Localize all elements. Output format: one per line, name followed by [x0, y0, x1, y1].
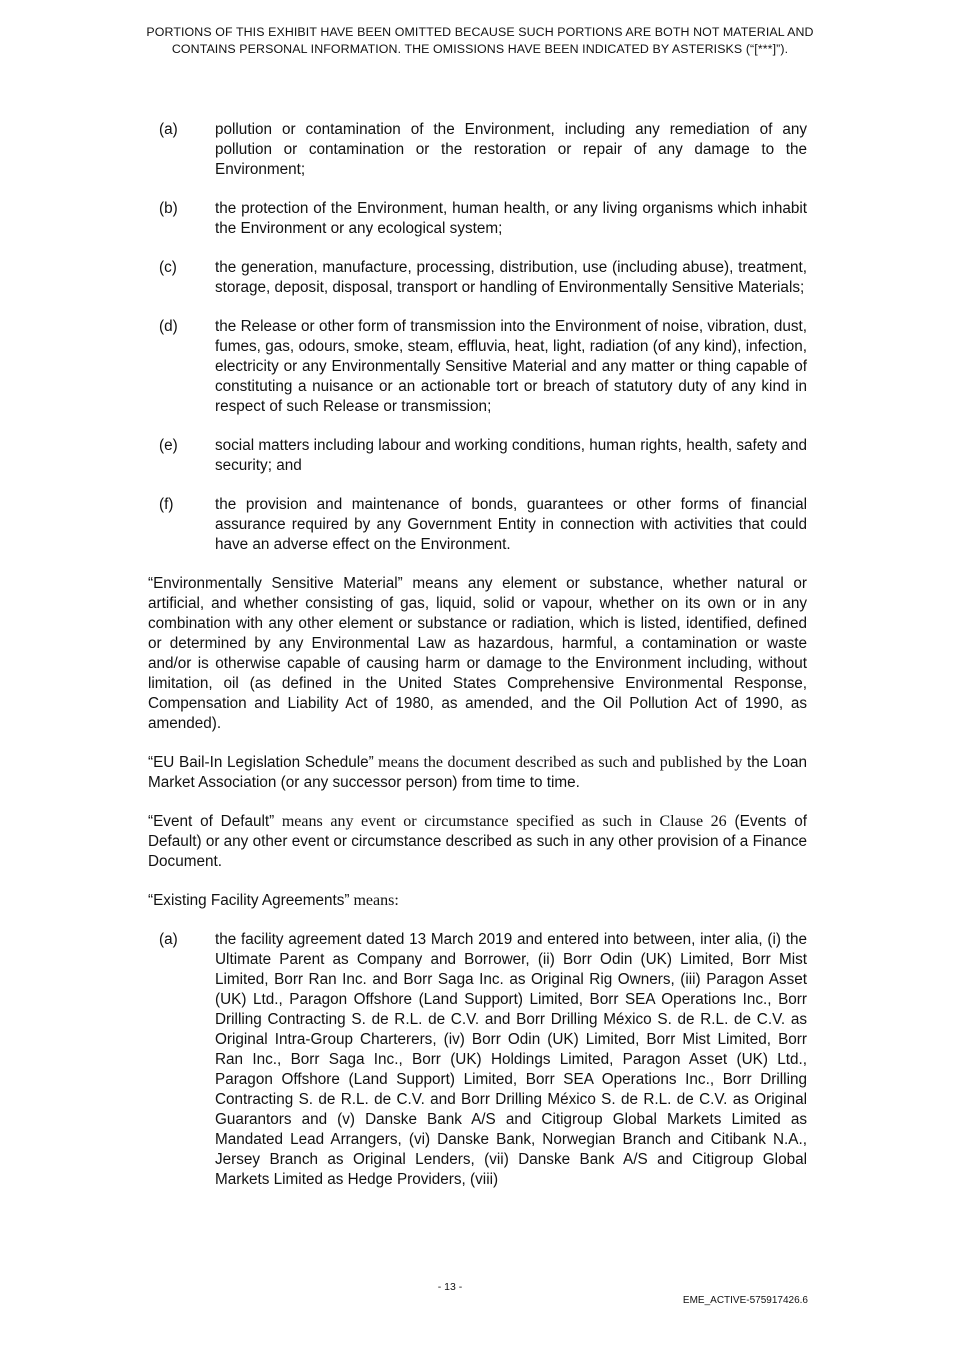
defined-term: “Existing Facility Agreements” [148, 892, 350, 909]
list-marker: (e) [159, 437, 178, 454]
defined-term: “Event of Default” [148, 813, 275, 830]
omission-notice [120, 24, 840, 58]
list-marker: (f) [159, 496, 174, 513]
definition-environmentally-sensitive-material [148, 574, 807, 734]
defined-term: “Environmentally Sensitive Material” [148, 575, 403, 592]
definition-text-serif: means the document described as such and published by [373, 754, 743, 771]
definition-text-serif: means: [349, 892, 399, 909]
list-item [148, 317, 807, 417]
page-number: - 13 - [437, 1281, 463, 1293]
definition-text: means any element or substance, whether natural or artificial, and whether consisting of gas, liquid, solid or vapour, whether on its own or in any combination with any other element or substance or radiation, which is listed, identified, defined or determined by any Environmental Law as hazardous, harmful, a contamination or waste and/or is otherwise capable of causing harm or damage to the Environment including, without limitation, oil (as defined in the United States Comprehensive Environmental Response, Compensation and Liability Act of 1980, as amended, and the Oil Pollution Act of 1990, as amended). [148, 575, 807, 732]
document-body [148, 120, 807, 1209]
omission-notice-line-2: CONTAINS PERSONAL INFORMATION. THE OMISSIONS HAVE BEEN INDICATED BY ASTERISKS (“[***]”). [171, 42, 789, 56]
list-marker: (a) [159, 121, 178, 138]
definition-text: the Loan Market Association (or any successor person) from time to time. [148, 754, 807, 791]
list-text: the facility agreement dated 13 March 2019 and entered into between, inter alia, (i) the Ultimate Parent as Company and Borrower, (ii) Borr Odin (UK) Limited, Borr Mist Limited, Borr Ran Inc. and Borr Saga Inc. as Original Rig Owners, (iii) Paragon Asset (UK) Ltd., Paragon Offshore (Land Support) Limited, Borr SEA Operations Inc., Borr Drilling Contracting S. de R.L. de C.V. and Borr Drilling México S. de R.L. de C.V. as Original Intra-Group Charterers, (iv) Borr Odin (UK) Limited, Borr Mist Limited, Borr Ran Inc., Borr Saga Inc., Borr (UK) Holdings Limited, Paragon Asset (UK) Ltd., Paragon Offshore (Land Support) Limited, Borr SEA Operations Inc., Borr Drilling Contracting S. de R.L. de C.V. and Borr Drilling México S. de R.L. de C.V. as Original Guarantors and (v) Danske Bank A/S and Citigroup Global Markets Limited as Mandated Lead Arrangers, (vi) Danske Bank, Norwegian Branch and Citibank N.A., Jersey Branch as Original Lenders, (vii) Danske Bank A/S and Citigroup Global Markets Limited as Hedge Providers, (viii) [215, 931, 807, 1188]
list-marker: (c) [159, 259, 177, 276]
list-item [148, 199, 807, 239]
list-item [148, 258, 807, 298]
list-item [148, 930, 807, 1190]
list-text: the Release or other form of transmission into the Environment of noise, vibration, dust, fumes, gas, odours, smoke, steam, effluvia, heat, light, radiation (of any kind), infection, electricity or any Environmentally Sensitive Material and any matter or thing capable of constituting a nuisance or an actionable tort or breach of statutory duty of any kind in respect of such Release or transmission; [215, 318, 807, 415]
list-item [148, 436, 807, 476]
list-marker: (a) [159, 931, 178, 948]
list-text: the generation, manufacture, processing, distribution, use (including abuse), treatment, storage, deposit, disposal, transport or handling of Environmentally Sensitive Materials; [215, 259, 807, 296]
list-text: the protection of the Environment, human health, or any living organisms which inhabit the Environment or any ecological system; [215, 200, 807, 237]
definition-eu-bail-in-legislation-schedule [148, 753, 807, 793]
list-item [148, 120, 807, 180]
definition-text-serif: means any event or circumstance specified as such in Clause 26 [274, 813, 727, 830]
definition-text: (Events of Default) or any other event or circumstance described as such in any other provision of a Finance Document. [148, 813, 808, 870]
existing-facility-agreements-list [148, 930, 807, 1190]
document-reference: EME_ACTIVE-575917426.6 [682, 1295, 808, 1306]
definition-existing-facility-agreements [148, 891, 807, 911]
list-text: pollution or contamination of the Environment, including any remediation of any pollution or contamination or the restoration or repair of any damage to the Environment; [215, 121, 807, 178]
list-item [148, 495, 807, 555]
omission-notice-line-1: PORTIONS OF THIS EXHIBIT HAVE BEEN OMITTED BECAUSE SUCH PORTIONS ARE BOTH NOT MATERIAL AND [146, 25, 814, 39]
definition-event-of-default [148, 812, 807, 872]
list-marker: (b) [159, 200, 178, 217]
list-text: social matters including labour and working conditions, human rights, health, safety and security; and [215, 437, 807, 474]
list-marker: (d) [159, 318, 178, 335]
environmental-matters-list [148, 120, 807, 555]
list-text: the provision and maintenance of bonds, guarantees or other forms of financial assurance required by any Government Entity in connection with activities that could have an adverse effect on the Environment. [215, 496, 807, 553]
defined-term: “EU Bail-In Legislation Schedule” [148, 754, 374, 771]
